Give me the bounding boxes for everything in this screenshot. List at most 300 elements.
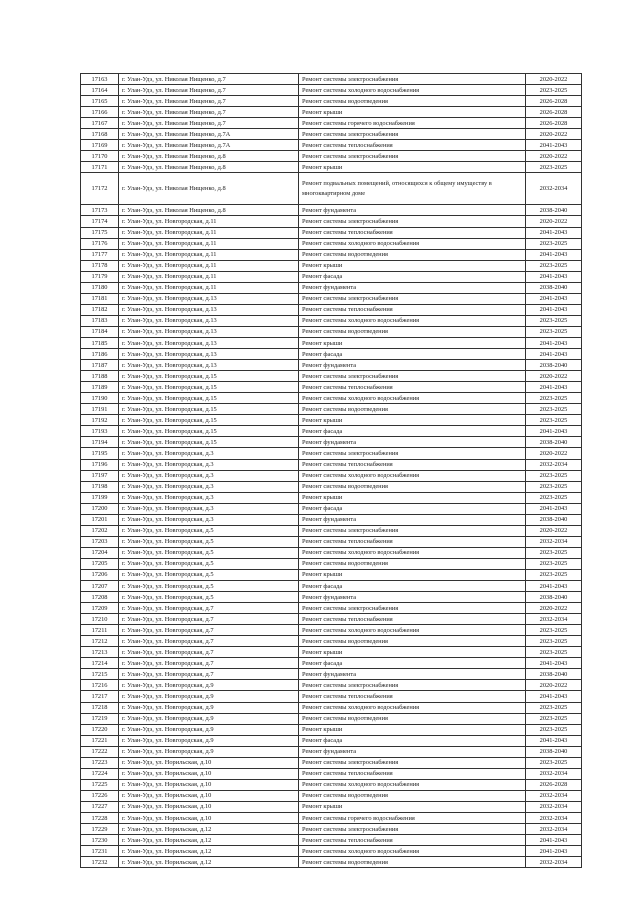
period-cell: 2032-2034 xyxy=(526,768,582,779)
row-number-cell: 17205 xyxy=(81,558,119,569)
period-cell: 2041-2043 xyxy=(526,382,582,393)
period-cell: 2041-2043 xyxy=(526,140,582,151)
address-cell: г. Улан-Удэ, ул. Николая Нищенко, д.7А xyxy=(119,140,299,151)
work-type-cell: Ремонт системы горячего водоснабжения xyxy=(299,118,526,129)
address-cell: г. Улан-Удэ, ул. Новгородская, д.7 xyxy=(119,636,299,647)
address-cell: г. Улан-Удэ, ул. Новгородская, д.7 xyxy=(119,603,299,614)
period-cell: 2023-2025 xyxy=(526,260,582,271)
period-cell: 2023-2025 xyxy=(526,470,582,481)
period-cell: 2023-2025 xyxy=(526,238,582,249)
table-row xyxy=(81,238,582,249)
table-row xyxy=(81,702,582,713)
table-row xyxy=(81,173,582,205)
period-cell: 2041-2043 xyxy=(526,735,582,746)
work-type-cell: Ремонт крыши xyxy=(299,162,526,173)
table-row xyxy=(81,315,582,326)
address-cell: г. Улан-Удэ, ул. Новгородская, д.7 xyxy=(119,614,299,625)
address-cell: г. Улан-Удэ, ул. Новгородская, д.7 xyxy=(119,625,299,636)
period-cell: 2032-2034 xyxy=(526,173,582,205)
work-type-cell: Ремонт системы водоотведения xyxy=(299,857,526,868)
address-cell: г. Улан-Удэ, ул. Новгородская, д.9 xyxy=(119,680,299,691)
period-cell: 2038-2040 xyxy=(526,746,582,757)
row-number-cell: 17174 xyxy=(81,216,119,227)
work-type-cell: Ремонт системы теплоснабжения xyxy=(299,140,526,151)
table-row xyxy=(81,337,582,348)
address-cell: г. Улан-Удэ, ул. Норильская, д.10 xyxy=(119,757,299,768)
period-cell: 2032-2034 xyxy=(526,813,582,824)
work-type-cell: Ремонт системы холодного водоснабжения xyxy=(299,85,526,96)
period-cell: 2020-2022 xyxy=(526,525,582,536)
table-row xyxy=(81,757,582,768)
work-type-cell: Ремонт системы теплоснабжения xyxy=(299,835,526,846)
row-number-cell: 17210 xyxy=(81,614,119,625)
address-cell: г. Улан-Удэ, ул. Новгородская, д.7 xyxy=(119,658,299,669)
address-cell: г. Улан-Удэ, ул. Николая Нищенко, д.7 xyxy=(119,85,299,96)
row-number-cell: 17170 xyxy=(81,151,119,162)
row-number-cell: 17166 xyxy=(81,107,119,118)
row-number-cell: 17197 xyxy=(81,470,119,481)
work-type-cell: Ремонт крыши xyxy=(299,801,526,812)
address-cell: г. Улан-Удэ, ул. Николая Нищенко, д.7 xyxy=(119,118,299,129)
work-type-cell: Ремонт системы холодного водоснабжения xyxy=(299,470,526,481)
address-cell: г. Улан-Удэ, ул. Норильская, д.10 xyxy=(119,813,299,824)
work-type-cell: Ремонт системы теплоснабжения xyxy=(299,304,526,315)
row-number-cell: 17222 xyxy=(81,746,119,757)
table-row xyxy=(81,271,582,282)
address-cell: г. Улан-Удэ, ул. Норильская, д.10 xyxy=(119,801,299,812)
period-cell: 2023-2025 xyxy=(526,558,582,569)
address-cell: г. Улан-Удэ, ул. Норильская, д.12 xyxy=(119,835,299,846)
work-type-cell: Ремонт системы водоотведения xyxy=(299,713,526,724)
row-number-cell: 17177 xyxy=(81,249,119,260)
period-cell: 2041-2043 xyxy=(526,658,582,669)
period-cell: 2032-2034 xyxy=(526,614,582,625)
work-type-cell: Ремонт фасада xyxy=(299,426,526,437)
table-row xyxy=(81,824,582,835)
period-cell: 2023-2025 xyxy=(526,162,582,173)
row-number-cell: 17171 xyxy=(81,162,119,173)
table-row xyxy=(81,162,582,173)
address-cell: г. Улан-Удэ, ул. Николая Нищенко, д.8 xyxy=(119,151,299,162)
address-cell: г. Улан-Удэ, ул. Норильская, д.12 xyxy=(119,824,299,835)
table-row xyxy=(81,459,582,470)
period-cell: 2023-2025 xyxy=(526,326,582,337)
address-cell: г. Улан-Удэ, ул. Норильская, д.10 xyxy=(119,768,299,779)
address-cell: г. Улан-Удэ, ул. Новгородская, д.15 xyxy=(119,437,299,448)
period-cell: 2041-2043 xyxy=(526,581,582,592)
table-row xyxy=(81,835,582,846)
row-number-cell: 17218 xyxy=(81,702,119,713)
row-number-cell: 17165 xyxy=(81,96,119,107)
address-cell: г. Улан-Удэ, ул. Новгородская, д.15 xyxy=(119,393,299,404)
table-row xyxy=(81,118,582,129)
table-row xyxy=(81,669,582,680)
table-row xyxy=(81,746,582,757)
work-type-cell: Ремонт системы холодного водоснабжения xyxy=(299,846,526,857)
table-row xyxy=(81,249,582,260)
address-cell: г. Улан-Удэ, ул. Новгородская, д.3 xyxy=(119,492,299,503)
period-cell: 2038-2040 xyxy=(526,592,582,603)
work-type-cell: Ремонт системы теплоснабжения xyxy=(299,614,526,625)
row-number-cell: 17212 xyxy=(81,636,119,647)
address-cell: г. Улан-Удэ, ул. Новгородская, д.15 xyxy=(119,426,299,437)
table-row xyxy=(81,448,582,459)
row-number-cell: 17178 xyxy=(81,260,119,271)
work-type-cell: Ремонт крыши xyxy=(299,415,526,426)
table-row xyxy=(81,724,582,735)
row-number-cell: 17203 xyxy=(81,536,119,547)
address-cell: г. Улан-Удэ, ул. Новгородская, д.13 xyxy=(119,326,299,337)
period-cell: 2041-2043 xyxy=(526,503,582,514)
table-row xyxy=(81,393,582,404)
period-cell: 2020-2022 xyxy=(526,371,582,382)
address-cell: г. Улан-Удэ, ул. Новгородская, д.13 xyxy=(119,337,299,348)
period-cell: 2041-2043 xyxy=(526,304,582,315)
row-number-cell: 17173 xyxy=(81,205,119,216)
table-row xyxy=(81,691,582,702)
row-number-cell: 17206 xyxy=(81,569,119,580)
table-row xyxy=(81,492,582,503)
work-type-cell: Ремонт фасада xyxy=(299,271,526,282)
address-cell: г. Улан-Удэ, ул. Норильская, д.12 xyxy=(119,857,299,868)
row-number-cell: 17190 xyxy=(81,393,119,404)
period-cell: 2032-2034 xyxy=(526,459,582,470)
address-cell: г. Улан-Удэ, ул. Новгородская, д.15 xyxy=(119,382,299,393)
table-row xyxy=(81,260,582,271)
period-cell: 2038-2040 xyxy=(526,514,582,525)
row-number-cell: 17176 xyxy=(81,238,119,249)
row-number-cell: 17180 xyxy=(81,282,119,293)
period-cell: 2023-2025 xyxy=(526,569,582,580)
address-cell: г. Улан-Удэ, ул. Норильская, д.10 xyxy=(119,779,299,790)
row-number-cell: 17186 xyxy=(81,349,119,360)
row-number-cell: 17202 xyxy=(81,525,119,536)
address-cell: г. Улан-Удэ, ул. Новгородская, д.7 xyxy=(119,669,299,680)
row-number-cell: 17188 xyxy=(81,371,119,382)
period-cell: 2026-2028 xyxy=(526,96,582,107)
address-cell: г. Улан-Удэ, ул. Новгородская, д.5 xyxy=(119,547,299,558)
row-number-cell: 17184 xyxy=(81,326,119,337)
table-row xyxy=(81,481,582,492)
work-type-cell: Ремонт системы холодного водоснабжения xyxy=(299,625,526,636)
work-type-cell: Ремонт системы электроснабжения xyxy=(299,216,526,227)
table-row xyxy=(81,129,582,140)
address-cell: г. Улан-Удэ, ул. Новгородская, д.9 xyxy=(119,735,299,746)
period-cell: 2020-2022 xyxy=(526,129,582,140)
table-row xyxy=(81,547,582,558)
row-number-cell: 17220 xyxy=(81,724,119,735)
address-cell: г. Улан-Удэ, ул. Новгородская, д.13 xyxy=(119,315,299,326)
address-cell: г. Улан-Удэ, ул. Новгородская, д.13 xyxy=(119,349,299,360)
table-row xyxy=(81,382,582,393)
work-type-cell: Ремонт крыши xyxy=(299,260,526,271)
row-number-cell: 17172 xyxy=(81,173,119,205)
period-cell: 2023-2025 xyxy=(526,625,582,636)
table-row xyxy=(81,857,582,868)
work-type-cell: Ремонт крыши xyxy=(299,492,526,503)
address-cell: г. Улан-Удэ, ул. Новгородская, д.15 xyxy=(119,415,299,426)
work-type-cell: Ремонт фундамента xyxy=(299,669,526,680)
work-type-cell: Ремонт крыши xyxy=(299,647,526,658)
period-cell: 2041-2043 xyxy=(526,426,582,437)
work-type-cell: Ремонт системы теплоснабжения xyxy=(299,227,526,238)
period-cell: 2026-2028 xyxy=(526,779,582,790)
row-number-cell: 17225 xyxy=(81,779,119,790)
table-row xyxy=(81,790,582,801)
table-row xyxy=(81,304,582,315)
row-number-cell: 17207 xyxy=(81,581,119,592)
work-type-cell: Ремонт системы холодного водоснабжения xyxy=(299,393,526,404)
address-cell: г. Улан-Удэ, ул. Норильская, д.10 xyxy=(119,790,299,801)
row-number-cell: 17230 xyxy=(81,835,119,846)
period-cell: 2026-2028 xyxy=(526,107,582,118)
address-cell: г. Улан-Удэ, ул. Новгородская, д.3 xyxy=(119,481,299,492)
work-type-cell: Ремонт системы холодного водоснабжения xyxy=(299,547,526,558)
row-number-cell: 17216 xyxy=(81,680,119,691)
address-cell: г. Улан-Удэ, ул. Новгородская, д.11 xyxy=(119,271,299,282)
period-cell: 2038-2040 xyxy=(526,437,582,448)
period-cell: 2041-2043 xyxy=(526,846,582,857)
period-cell: 2023-2025 xyxy=(526,481,582,492)
period-cell: 2023-2025 xyxy=(526,393,582,404)
work-type-cell: Ремонт системы электроснабжения xyxy=(299,151,526,162)
period-cell: 2032-2034 xyxy=(526,857,582,868)
table-row xyxy=(81,813,582,824)
work-type-cell: Ремонт фундамента xyxy=(299,205,526,216)
table-row xyxy=(81,503,582,514)
period-cell: 2023-2025 xyxy=(526,404,582,415)
row-number-cell: 17187 xyxy=(81,360,119,371)
work-type-cell: Ремонт системы электроснабжения xyxy=(299,371,526,382)
address-cell: г. Улан-Удэ, ул. Николая Нищенко, д.8 xyxy=(119,205,299,216)
address-cell: г. Улан-Удэ, ул. Новгородская, д.5 xyxy=(119,592,299,603)
address-cell: г. Улан-Удэ, ул. Николая Нищенко, д.7 xyxy=(119,96,299,107)
work-type-cell: Ремонт фундамента xyxy=(299,746,526,757)
table-row xyxy=(81,680,582,691)
address-cell: г. Улан-Удэ, ул. Новгородская, д.3 xyxy=(119,470,299,481)
address-cell: г. Улан-Удэ, ул. Новгородская, д.5 xyxy=(119,536,299,547)
period-cell: 2023-2025 xyxy=(526,757,582,768)
address-cell: г. Улан-Удэ, ул. Новгородская, д.3 xyxy=(119,503,299,514)
table-row xyxy=(81,415,582,426)
period-cell: 2041-2043 xyxy=(526,227,582,238)
period-cell: 2041-2043 xyxy=(526,337,582,348)
table-row xyxy=(81,801,582,812)
work-type-cell: Ремонт системы электроснабжения xyxy=(299,824,526,835)
work-type-cell: Ремонт фасада xyxy=(299,735,526,746)
row-number-cell: 17199 xyxy=(81,492,119,503)
row-number-cell: 17214 xyxy=(81,658,119,669)
work-type-cell: Ремонт крыши xyxy=(299,337,526,348)
table-row xyxy=(81,426,582,437)
work-type-cell: Ремонт фасада xyxy=(299,658,526,669)
row-number-cell: 17192 xyxy=(81,415,119,426)
row-number-cell: 17224 xyxy=(81,768,119,779)
row-number-cell: 17201 xyxy=(81,514,119,525)
table-row xyxy=(81,293,582,304)
table-row xyxy=(81,592,582,603)
address-cell: г. Улан-Удэ, ул. Новгородская, д.11 xyxy=(119,238,299,249)
work-type-cell: Ремонт системы холодного водоснабжения xyxy=(299,702,526,713)
address-cell: г. Улан-Удэ, ул. Новгородская, д.7 xyxy=(119,647,299,658)
address-cell: г. Улан-Удэ, ул. Новгородская, д.3 xyxy=(119,448,299,459)
address-cell: г. Улан-Удэ, ул. Новгородская, д.9 xyxy=(119,691,299,702)
address-cell: г. Улан-Удэ, ул. Новгородская, д.11 xyxy=(119,216,299,227)
row-number-cell: 17196 xyxy=(81,459,119,470)
row-number-cell: 17198 xyxy=(81,481,119,492)
row-number-cell: 17217 xyxy=(81,691,119,702)
period-cell: 2041-2043 xyxy=(526,293,582,304)
period-cell: 2023-2025 xyxy=(526,636,582,647)
table-row xyxy=(81,569,582,580)
row-number-cell: 17226 xyxy=(81,790,119,801)
period-cell: 2026-2028 xyxy=(526,118,582,129)
work-type-cell: Ремонт фундамента xyxy=(299,592,526,603)
work-type-cell: Ремонт фундамента xyxy=(299,514,526,525)
row-number-cell: 17179 xyxy=(81,271,119,282)
work-type-cell: Ремонт фундамента xyxy=(299,360,526,371)
table-row xyxy=(81,536,582,547)
row-number-cell: 17209 xyxy=(81,603,119,614)
period-cell: 2038-2040 xyxy=(526,360,582,371)
work-type-cell: Ремонт системы электроснабжения xyxy=(299,603,526,614)
period-cell: 2032-2034 xyxy=(526,801,582,812)
row-number-cell: 17232 xyxy=(81,857,119,868)
period-cell: 2020-2022 xyxy=(526,603,582,614)
table-row xyxy=(81,437,582,448)
period-cell: 2020-2022 xyxy=(526,151,582,162)
row-number-cell: 17164 xyxy=(81,85,119,96)
row-number-cell: 17183 xyxy=(81,315,119,326)
address-cell: г. Улан-Удэ, ул. Николая Нищенко, д.8 xyxy=(119,162,299,173)
row-number-cell: 17215 xyxy=(81,669,119,680)
work-type-cell: Ремонт фундамента xyxy=(299,437,526,448)
period-cell: 2041-2043 xyxy=(526,691,582,702)
period-cell: 2032-2034 xyxy=(526,536,582,547)
period-cell: 2038-2040 xyxy=(526,669,582,680)
address-cell: г. Улан-Удэ, ул. Новгородская, д.11 xyxy=(119,227,299,238)
address-cell: г. Улан-Удэ, ул. Новгородская, д.5 xyxy=(119,558,299,569)
address-cell: г. Улан-Удэ, ул. Новгородская, д.9 xyxy=(119,713,299,724)
period-cell: 2023-2025 xyxy=(526,492,582,503)
row-number-cell: 17208 xyxy=(81,592,119,603)
table-row xyxy=(81,216,582,227)
row-number-cell: 17195 xyxy=(81,448,119,459)
table-row xyxy=(81,151,582,162)
period-cell: 2041-2043 xyxy=(526,249,582,260)
period-cell: 2023-2025 xyxy=(526,547,582,558)
period-cell: 2041-2043 xyxy=(526,835,582,846)
work-type-cell: Ремонт системы водоотведения xyxy=(299,96,526,107)
address-cell: г. Улан-Удэ, ул. Новгородская, д.15 xyxy=(119,404,299,415)
table-row xyxy=(81,470,582,481)
row-number-cell: 17193 xyxy=(81,426,119,437)
table-row xyxy=(81,205,582,216)
row-number-cell: 17167 xyxy=(81,118,119,129)
work-type-cell: Ремонт фасада xyxy=(299,349,526,360)
repair-schedule-table xyxy=(80,73,582,868)
row-number-cell: 17223 xyxy=(81,757,119,768)
row-number-cell: 17169 xyxy=(81,140,119,151)
work-type-cell: Ремонт крыши xyxy=(299,724,526,735)
period-cell: 2023-2025 xyxy=(526,647,582,658)
table-row xyxy=(81,558,582,569)
table-row xyxy=(81,140,582,151)
table-row xyxy=(81,282,582,293)
period-cell: 2023-2025 xyxy=(526,415,582,426)
table-row xyxy=(81,326,582,337)
address-cell: г. Улан-Удэ, ул. Новгородская, д.5 xyxy=(119,525,299,536)
table-row xyxy=(81,74,582,85)
table-row xyxy=(81,107,582,118)
work-type-cell: Ремонт системы электроснабжения xyxy=(299,757,526,768)
table-body xyxy=(81,74,582,868)
address-cell: г. Улан-Удэ, ул. Новгородская, д.11 xyxy=(119,260,299,271)
table-row xyxy=(81,514,582,525)
address-cell: г. Улан-Удэ, ул. Новгородская, д.13 xyxy=(119,360,299,371)
row-number-cell: 17194 xyxy=(81,437,119,448)
table-row xyxy=(81,647,582,658)
work-type-cell: Ремонт крыши xyxy=(299,569,526,580)
table-row xyxy=(81,581,582,592)
row-number-cell: 17228 xyxy=(81,813,119,824)
work-type-cell: Ремонт системы электроснабжения xyxy=(299,448,526,459)
row-number-cell: 17191 xyxy=(81,404,119,415)
work-type-cell: Ремонт фасада xyxy=(299,581,526,592)
table-row xyxy=(81,636,582,647)
address-cell: г. Улан-Удэ, ул. Новгородская, д.5 xyxy=(119,569,299,580)
work-type-cell: Ремонт системы электроснабжения xyxy=(299,293,526,304)
work-type-cell: Ремонт системы теплоснабжения xyxy=(299,536,526,547)
period-cell: 2038-2040 xyxy=(526,205,582,216)
period-cell: 2041-2043 xyxy=(526,349,582,360)
row-number-cell: 17200 xyxy=(81,503,119,514)
period-cell: 2023-2025 xyxy=(526,315,582,326)
row-number-cell: 17221 xyxy=(81,735,119,746)
work-type-cell: Ремонт системы электроснабжения xyxy=(299,74,526,85)
period-cell: 2020-2022 xyxy=(526,216,582,227)
row-number-cell: 17231 xyxy=(81,846,119,857)
row-number-cell: 17211 xyxy=(81,625,119,636)
work-type-cell: Ремонт системы водоотведения xyxy=(299,790,526,801)
table-row xyxy=(81,846,582,857)
work-type-cell: Ремонт системы теплоснабжения xyxy=(299,459,526,470)
work-type-cell: Ремонт фасада xyxy=(299,503,526,514)
work-type-cell: Ремонт системы электроснабжения xyxy=(299,680,526,691)
address-cell: г. Улан-Удэ, ул. Новгородская, д.13 xyxy=(119,304,299,315)
row-number-cell: 17163 xyxy=(81,74,119,85)
period-cell: 2020-2022 xyxy=(526,448,582,459)
work-type-cell: Ремонт системы теплоснабжения xyxy=(299,382,526,393)
address-cell: г. Улан-Удэ, ул. Николая Нищенко, д.7А xyxy=(119,129,299,140)
table-row xyxy=(81,349,582,360)
address-cell: г. Улан-Удэ, ул. Новгородская, д.9 xyxy=(119,746,299,757)
table-row xyxy=(81,96,582,107)
address-cell: г. Улан-Удэ, ул. Новгородская, д.11 xyxy=(119,249,299,260)
work-type-cell: Ремонт системы холодного водоснабжения xyxy=(299,779,526,790)
period-cell: 2020-2022 xyxy=(526,680,582,691)
table-row xyxy=(81,625,582,636)
work-type-cell: Ремонт системы водоотведения xyxy=(299,326,526,337)
table-row xyxy=(81,360,582,371)
period-cell: 2023-2025 xyxy=(526,724,582,735)
table-row xyxy=(81,603,582,614)
table-row xyxy=(81,525,582,536)
work-type-cell: Ремонт системы электроснабжения xyxy=(299,525,526,536)
table-row xyxy=(81,371,582,382)
work-type-cell: Ремонт системы водоотведения xyxy=(299,404,526,415)
row-number-cell: 17213 xyxy=(81,647,119,658)
